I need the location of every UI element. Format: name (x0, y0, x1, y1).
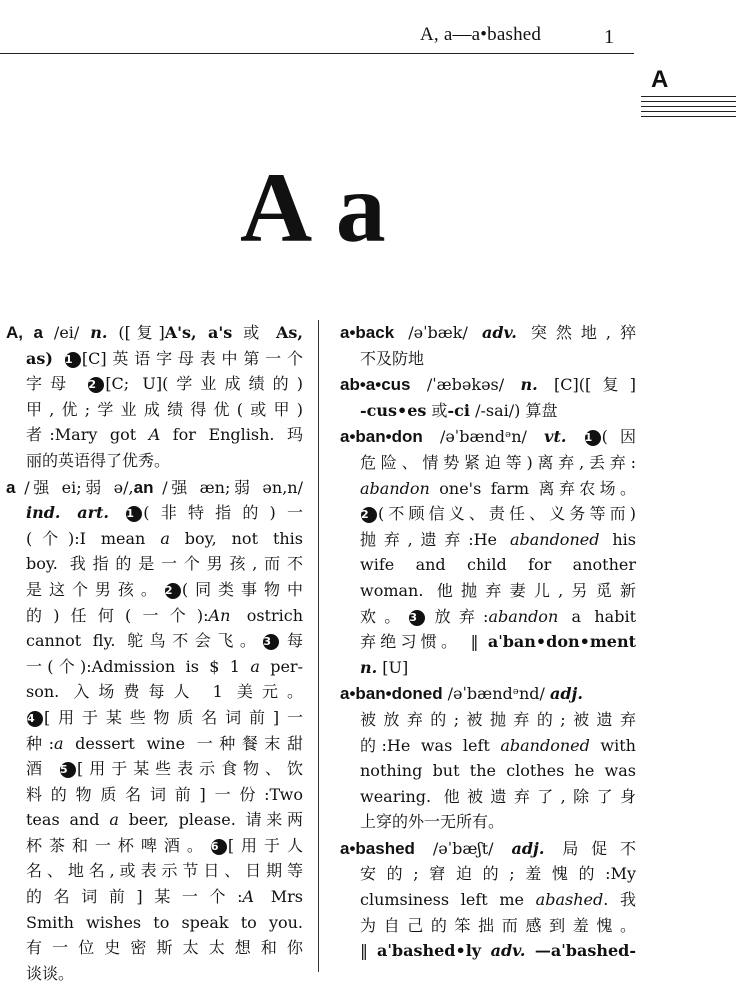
example: woman. 他抛弃妻儿,另觅新 (360, 580, 636, 600)
sense-number: 1 (585, 430, 601, 446)
example: clumsiness left me (360, 890, 536, 910)
definition: 安的;窘迫的;羞愧的:My (360, 864, 636, 884)
definition: 每 (280, 631, 303, 651)
example: 杯茶和一杯啤酒。 (26, 835, 210, 855)
example: dessert wine 一种餐末甜 (63, 733, 303, 753)
pronunciation: /əˈbændᵊn/ (422, 427, 545, 447)
definition: 的名词前]某一个: (26, 887, 243, 907)
definition: 的)任何(一个): (26, 605, 209, 625)
sense-number: 1 (65, 352, 81, 368)
part-of-speech: adj. (549, 684, 583, 704)
page-number: 1 (604, 26, 614, 48)
definition: 种: (26, 733, 54, 753)
section-letters: A a (240, 152, 388, 263)
plural-form: As, (275, 323, 303, 342)
text: 或 (232, 323, 276, 342)
definition: (不顾信义、责任、义务等而) (378, 504, 636, 524)
left-column (6, 320, 303, 987)
example-italic: abandon (360, 478, 430, 498)
definition: [用于某些物质名词前]一 (44, 707, 303, 727)
example: . 我 (603, 890, 636, 910)
example: 为自己的笨拙而感到羞愧。 (360, 915, 636, 935)
text: ‖ (360, 941, 378, 961)
pronunciation: /əˈbændᵊnd/ (442, 684, 550, 704)
sense-number: 2 (88, 377, 104, 393)
example: boy, not this (169, 528, 304, 548)
sense-number: 3 (263, 634, 279, 650)
entry-abandon (340, 424, 636, 680)
entry-a (6, 475, 303, 987)
example: Mrs (254, 887, 303, 907)
column-divider (318, 320, 319, 972)
text: [C]([复] (537, 375, 636, 395)
example-italic: a (109, 810, 119, 830)
example: 上穿的外一无所有。 (360, 812, 505, 832)
example: one's farm 离弃农场。 (429, 478, 636, 498)
example: 欢。 (360, 606, 409, 626)
sense-number: 2 (361, 507, 377, 523)
definition: 抛弃,遗弃:He (360, 529, 510, 549)
example: with (589, 735, 636, 755)
example-italic: abandoned (509, 529, 600, 549)
example: (个):I mean (26, 528, 161, 548)
definition: (非特指的)一 (143, 503, 303, 523)
example-italic: A (242, 887, 255, 907)
example: for English. 玛 (160, 425, 304, 445)
definition: 不及防地 (360, 348, 425, 368)
example-italic: abashed (535, 890, 604, 910)
derived-word: —aˈbashed- (525, 941, 636, 961)
plural-form: as) (26, 348, 53, 368)
headword: A, a (6, 323, 44, 342)
definition: (同类事物中 (181, 579, 303, 599)
derived-word: aˈban•don•ment (487, 632, 636, 652)
definition: 名、地名,或表示节日、日期等 (26, 861, 303, 881)
headword: a•bashed (340, 838, 415, 858)
example: teas and (26, 810, 110, 830)
part-of-speech: adv. (481, 941, 526, 961)
example: per- (259, 656, 303, 676)
example: 酒 (26, 759, 48, 779)
definition: 被放弃的;被抛弃的;被遗弃 (360, 709, 636, 729)
entry-abandoned (340, 681, 636, 835)
headword: a•ban•don (340, 427, 423, 447)
example: a habit (558, 606, 636, 626)
headword: a•ban•doned (340, 684, 443, 704)
example: his (599, 529, 636, 549)
definition: 字母 (26, 374, 75, 394)
pronunciation: /ei/ (43, 323, 91, 342)
right-column (340, 320, 636, 965)
definition: [用于某些表示食物、饮 (77, 759, 303, 779)
example-italic: abandoned (500, 735, 590, 755)
example: 的:He was left (360, 735, 501, 755)
example-italic: a (53, 733, 64, 753)
pronunciation: /强 æn;弱 ən,n/ (153, 477, 303, 497)
example: 是这个男孩。 (26, 579, 164, 599)
example-italic: abandon (488, 606, 559, 626)
definition: /-sai/) 算盘 (470, 400, 558, 420)
example: wife and child for another (360, 555, 636, 575)
entry-abashed (340, 836, 636, 964)
example: 者:Mary got (26, 425, 149, 445)
example: son. 入场费每人 1 美元。 (26, 682, 303, 702)
plural-form: -ci (447, 400, 470, 420)
sense-number: 1 (126, 506, 142, 522)
sense-number: 2 (165, 583, 181, 599)
part-of-speech: ind. art. (26, 503, 109, 523)
headword: a•back (340, 323, 395, 342)
sense-number: 4 (27, 711, 43, 727)
definition: [C; U](学业成绩的) (105, 374, 303, 394)
entry-A (6, 320, 303, 474)
example-italic: An (208, 605, 231, 625)
text: [U] (377, 657, 409, 677)
example-italic: a (250, 656, 260, 676)
pronunciation: /ˈæbəkəs/ (410, 375, 521, 395)
example: cannot fly. 鸵鸟不会飞。 (26, 631, 263, 651)
pronunciation: /强 ei;弱 ə/, (15, 477, 134, 497)
header-rule (0, 53, 634, 54)
example: 谈谈。 (26, 963, 75, 983)
example: ostrich (230, 605, 303, 625)
plural-form: A's, a's (164, 323, 233, 342)
sense-number: 3 (409, 610, 425, 626)
definition: (因 (601, 427, 636, 447)
thumb-index-lines (641, 96, 736, 121)
derived-word: aˈbashed•ly (377, 941, 482, 961)
plural-form: -cus•es (360, 400, 427, 420)
part-of-speech: vt. (544, 427, 567, 447)
example: nothing but the clothes he was (360, 761, 636, 781)
example: 弃绝习惯。 ‖ (360, 632, 488, 652)
part-of-speech: adj. (511, 838, 545, 858)
definition: [用于人 (227, 835, 303, 855)
thumb-index-letter: A (651, 66, 669, 93)
pronunciation: /əˈbæʃt/ (414, 838, 512, 858)
example: boy. 我指的是一个男孩,而不 (26, 554, 303, 574)
part-of-speech: n. (520, 375, 538, 395)
sense-number: 6 (211, 839, 227, 855)
entry-abacus (340, 372, 636, 423)
running-head: A, a—a•bashed (420, 24, 542, 45)
pronunciation: /əˈbæk/ (394, 323, 482, 342)
part-of-speech: n. (90, 323, 108, 342)
example: Smith wishes to speak to you. (26, 912, 303, 932)
sense-number: 5 (60, 762, 76, 778)
text: 或 (426, 400, 448, 420)
definition: 局促不 (544, 838, 636, 858)
example: wearing. 他被遗弃了,除了身 (360, 786, 636, 806)
headword-variant: an (133, 477, 154, 497)
text: ([复] (107, 323, 165, 342)
headword: a (6, 477, 16, 497)
example-italic: a (160, 528, 170, 548)
definition: 危险、情势紧迫等)离弃,丢弃: (360, 452, 636, 472)
entry-aback (340, 320, 636, 371)
example: 一(个):Admission is $ 1 (26, 656, 251, 676)
part-of-speech: n. (360, 657, 378, 677)
definition: 甲,优;学业成绩得优(或甲) (26, 399, 303, 419)
definition: [C]英语字母表中第一个 (81, 348, 303, 368)
part-of-speech: adv. (481, 323, 517, 342)
definition: 突然地,猝 (516, 323, 636, 342)
example: beer, please. 请来两 (118, 810, 303, 830)
example: 丽的英语得了优秀。 (26, 450, 171, 470)
definition: 料的物质名词前]一份:Two (26, 784, 303, 804)
definition: 放弃: (426, 606, 489, 626)
example: 有一位史密斯太太想和你 (26, 938, 303, 958)
headword: ab•a•cus (340, 375, 411, 395)
example-italic: A (148, 425, 161, 445)
